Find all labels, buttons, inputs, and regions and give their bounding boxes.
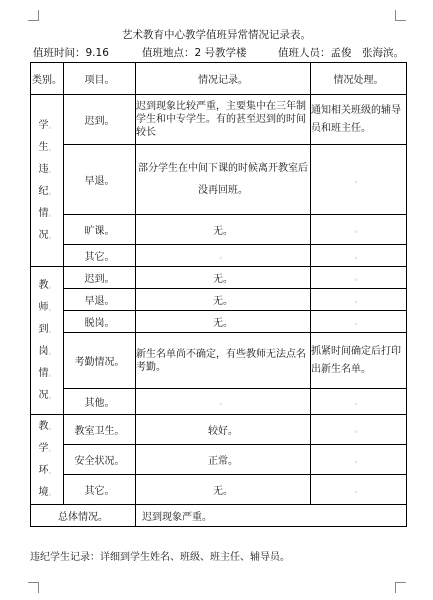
handling-cell: 通知相关班级的辅导员和班主任。 [311, 95, 407, 145]
empty-mark: 。 [355, 296, 362, 304]
category-char: 况 [38, 389, 49, 401]
empty-mark: 。 [355, 176, 362, 184]
category-char: 到 [38, 323, 49, 335]
item-cell: 迟到。 [64, 95, 136, 145]
category-mark: 。 [48, 209, 56, 218]
handling-cell [311, 311, 407, 333]
item-cell: 考勤情况。 [64, 333, 136, 389]
summary-row [31, 505, 407, 527]
table-row [31, 95, 407, 145]
category-mark: 。 [48, 303, 56, 312]
item-cell: 迟到。 [64, 267, 136, 289]
record-cell: 正常。 [136, 445, 311, 475]
empty-mark: 。 [355, 456, 362, 464]
category-char: 情 [38, 367, 49, 379]
category-char: 纪 [38, 185, 49, 197]
item-cell: 其它。 [64, 245, 136, 267]
category-mark: 。 [48, 187, 56, 196]
record-cell [136, 245, 311, 267]
header-category: 类别。 [31, 63, 64, 95]
item-cell: 早退。 [64, 145, 136, 215]
category-char: 违 [38, 163, 49, 175]
table-row [31, 215, 407, 245]
category-mark: 。 [48, 231, 56, 240]
handling-cell [311, 145, 407, 215]
table-header-row [31, 63, 407, 95]
footer-note: 违纪学生记录：详细到学生姓名、班级、班主任、辅导员。 [30, 552, 290, 563]
category-mark: 。 [48, 143, 56, 152]
table-row [31, 333, 407, 389]
incident-record-table [30, 62, 407, 527]
category-char: 境 [38, 486, 49, 498]
record-cell: 新生名单尚不确定，有些教师无法点名考勤。 [136, 333, 311, 389]
category-teacher-attendance [31, 267, 64, 415]
category-char: 教 [38, 279, 49, 291]
item-cell: 脱岗。 [64, 311, 136, 333]
record-cell: 无。 [136, 311, 311, 333]
category-mark: 。 [48, 121, 56, 130]
empty-mark: 。 [355, 318, 362, 326]
header-handling: 情况处理。 [311, 63, 407, 95]
category-mark: 。 [48, 325, 56, 334]
table-row [31, 415, 407, 445]
category-mark: 。 [48, 391, 56, 400]
category-mark: 。 [48, 281, 56, 290]
page-corner-mark-top-right [395, 10, 406, 21]
header-item: 项目。 [64, 63, 136, 95]
page-corner-mark-bottom-right [395, 582, 406, 593]
table-row [31, 475, 407, 505]
empty-mark: 。 [355, 486, 362, 494]
category-mark: 。 [48, 165, 56, 174]
summary-label: 总体情况。 [31, 505, 136, 527]
empty-mark: 。 [355, 398, 362, 406]
record-cell: 无。 [136, 289, 311, 311]
page-corner-mark-top-left [28, 10, 39, 21]
category-char: 情 [38, 207, 49, 219]
category-mark: 。 [48, 369, 56, 378]
duty-place: 值班地点：2 号教学楼 [142, 47, 247, 59]
handling-cell [311, 389, 407, 415]
category-char: 生 [38, 141, 49, 153]
item-cell: 安全状况。 [64, 445, 136, 475]
handling-cell [311, 289, 407, 311]
record-cell: 部分学生在中间下课的时候离开教室后没再回班。 [136, 145, 311, 215]
handling-cell [311, 475, 407, 505]
record-cell: 无。 [136, 475, 311, 505]
duty-time: 值班时间：9.16 [33, 47, 109, 59]
empty-mark: 。 [355, 226, 362, 234]
table-row [31, 145, 407, 215]
duty-staff: 值班人员：孟俊 张海滨。 [278, 47, 404, 59]
empty-mark: 。 [355, 426, 362, 434]
category-char: 况 [38, 229, 49, 241]
header-record: 情况记录。 [136, 63, 311, 95]
table-row [31, 245, 407, 267]
handling-cell [311, 245, 407, 267]
record-cell: 无。 [136, 267, 311, 289]
category-char: 教 [38, 420, 49, 432]
category-char: 学 [38, 442, 49, 454]
item-cell: 其它。 [64, 475, 136, 505]
category-mark: 。 [48, 444, 56, 453]
summary-value: 迟到现象严重。 [136, 505, 407, 527]
table-row [31, 311, 407, 333]
page-corner-mark-bottom-left [28, 582, 39, 593]
record-cell: 较好。 [136, 415, 311, 445]
handling-cell: 抓紧时间确定后打印出新生名单。 [311, 333, 407, 389]
category-char: 环 [38, 464, 49, 476]
category-mark: 。 [48, 488, 56, 497]
table-row [31, 445, 407, 475]
record-cell: 无。 [136, 215, 311, 245]
document-title: 艺术教育中心教学值班异常情况记录表。 [122, 29, 311, 41]
table-row [31, 389, 407, 415]
item-cell: 旷课。 [64, 215, 136, 245]
category-char: 岗 [38, 345, 49, 357]
empty-mark: 。 [355, 252, 362, 260]
item-cell: 其他。 [64, 389, 136, 415]
category-mark: 。 [48, 422, 56, 431]
category-teaching-environment [31, 415, 64, 505]
record-cell [136, 389, 311, 415]
category-char: 学 [38, 119, 49, 131]
item-cell: 教室卫生。 [64, 415, 136, 445]
category-student-discipline [31, 95, 64, 267]
handling-cell [311, 445, 407, 475]
category-char: 师 [38, 301, 49, 313]
category-mark: 。 [48, 466, 56, 475]
empty-mark: 。 [219, 252, 227, 260]
category-mark: 。 [48, 347, 56, 356]
handling-cell [311, 215, 407, 245]
handling-cell [311, 415, 407, 445]
empty-mark: 。 [355, 274, 362, 282]
table-row [31, 289, 407, 311]
item-cell: 早退。 [64, 289, 136, 311]
record-cell: 迟到现象比较严重，主要集中在三年制学生和中专学生。有的甚至迟到的时间较长 [136, 95, 311, 145]
empty-mark: 。 [219, 398, 227, 406]
handling-cell [311, 267, 407, 289]
table-row [31, 267, 407, 289]
